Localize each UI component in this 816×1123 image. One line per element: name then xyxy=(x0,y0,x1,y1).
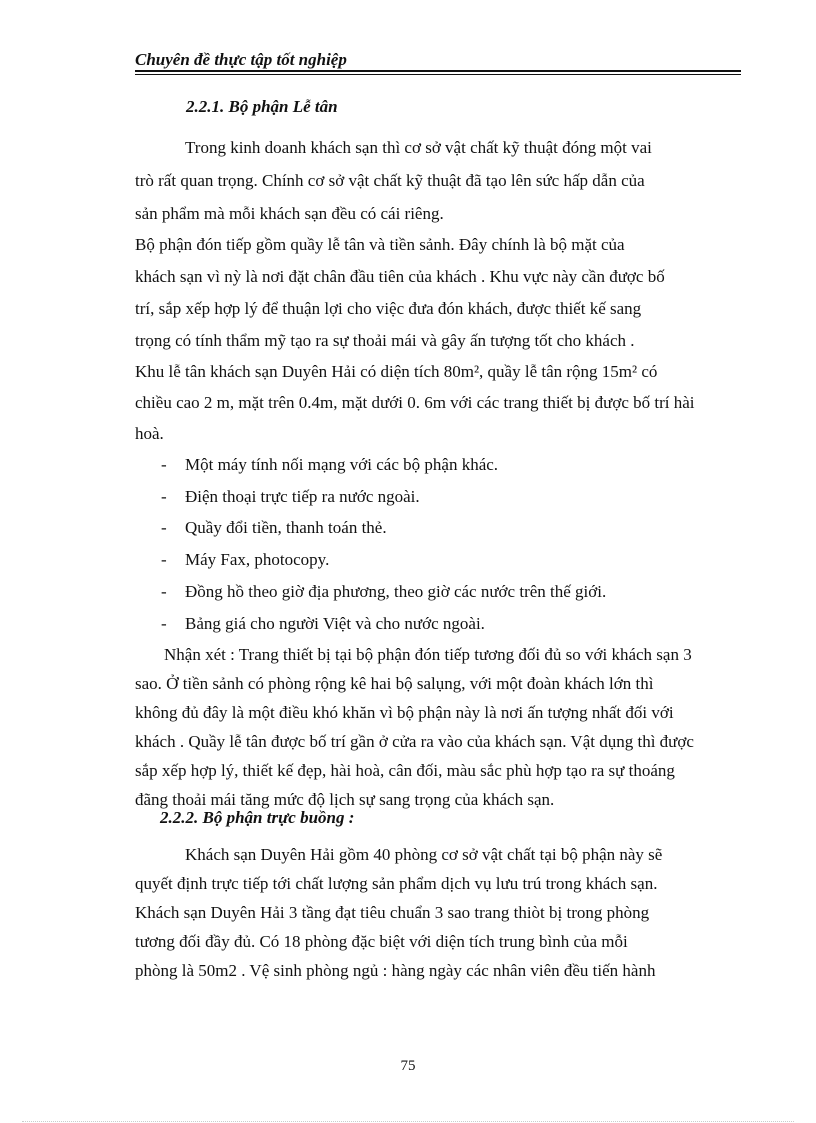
list-item: - Bảng giá cho người Việt và cho nước ngoài. xyxy=(161,614,485,633)
page-number: 75 xyxy=(400,1058,416,1074)
list-item: - Điện thoại trực tiếp ra nước ngoài. xyxy=(161,487,420,506)
text-line: sắp xếp hợp lý, thiết kế đẹp, hài hoà, cân đối, màu sắc phù hợp tạo ra sự thoáng xyxy=(135,761,675,780)
text-line: không đủ đây là một điều khó khăn vì bộ phận này là nơi ấn tượng nhất đối với xyxy=(135,703,674,722)
paragraph-remarks xyxy=(135,640,739,814)
paragraph-housekeeping xyxy=(135,840,739,985)
text-line: khách sạn vì nỳ là nơi đặt chân đầu tiên của khách . Khu vực này cần được bố xyxy=(135,267,665,286)
document-header-title: Chuyên đề thực tập tốt nghiệp xyxy=(135,50,347,69)
paragraph-intro xyxy=(135,131,739,230)
text-line: quyết định trực tiếp tới chất lượng sản phẩm dịch vụ lưu trú trong khách sạn. xyxy=(135,874,658,893)
section-heading-2-2-2: 2.2.2. Bộ phận trực buồng : xyxy=(160,808,355,827)
list-item: - Quầy đổi tiền, thanh toán thẻ. xyxy=(161,518,387,537)
section-heading-2-2-1: 2.2.1. Bộ phận Lễ tân xyxy=(186,97,338,116)
header-rule-thick xyxy=(135,70,741,72)
header-rule-thin xyxy=(135,74,741,75)
text-line: khách . Quầy lễ tân được bố trí gần ở cửa ra vào của khách sạn. Vật dụng thì được xyxy=(135,732,694,751)
text-line: sao. Ở tiền sảnh có phòng rộng kê hai bộ salụng, với một đoàn khách lớn thì xyxy=(135,674,654,693)
text-line: đãng thoải mái tăng mức độ lịch sự sang trọng của khách sạn. xyxy=(135,790,555,809)
list-item: - Một máy tính nối mạng với các bộ phận khác. xyxy=(161,455,499,474)
text-line: Khách sạn Duyên Hải 3 tầng đạt tiêu chuẩn 3 sao trang thiòt bị trong phòng xyxy=(135,903,650,922)
text-line: trí, sắp xếp hợp lý để thuận lợi cho việc đưa đón khách, được thiết kế sang xyxy=(135,299,642,318)
text-line: trò rất quan trọng. Chính cơ sở vật chất kỹ thuật đã tạo lên sức hấp dẫn của xyxy=(135,171,645,190)
text-line: trọng có tính thẩm mỹ tạo ra sự thoải mái và gây ấn tượng tốt cho khách . xyxy=(135,331,635,350)
text-line: hoà. xyxy=(135,424,164,443)
text-line: Bộ phận đón tiếp gồm quầy lễ tân và tiền sảnh. Đây chính là bộ mặt của xyxy=(135,235,625,254)
text-line: tương đối đầy đủ. Có 18 phòng đặc biệt với diện tích trung bình của mỗi xyxy=(135,932,628,951)
text-line: Khách sạn Duyên Hải gồm 40 phòng cơ sở vật chất tại bộ phận này sẽ xyxy=(185,845,663,864)
text-line: Khu lễ tân khách sạn Duyên Hải có diện tích 80m², quầy lễ tân rộng 15m² có xyxy=(135,362,658,381)
text-line: phòng là 50m2 . Vệ sinh phòng ngủ : hàng ngày các nhân viên đều tiến hành xyxy=(135,961,656,980)
footer-dotted-rule xyxy=(22,1121,794,1122)
paragraph-reception-size xyxy=(135,356,739,449)
paragraph-reception-area xyxy=(135,229,739,357)
list-item: - Đồng hồ theo giờ địa phương, theo giờ các nước trên thế giới. xyxy=(161,582,607,601)
text-line: Trong kinh doanh khách sạn thì cơ sở vật chất kỹ thuật đóng một vai xyxy=(185,138,652,157)
text-line: Nhận xét : Trang thiết bị tại bộ phận đón tiếp tương đối đủ so với khách sạn 3 xyxy=(164,645,692,664)
text-line: sản phẩm mà mỗi khách sạn đều có cái riêng. xyxy=(135,204,444,223)
text-line: chiều cao 2 m, mặt trên 0.4m, mặt dưới 0. 6m với các trang thiết bị được bố trí hài xyxy=(135,393,695,412)
list-item: - Máy Fax, photocopy. xyxy=(161,550,330,569)
